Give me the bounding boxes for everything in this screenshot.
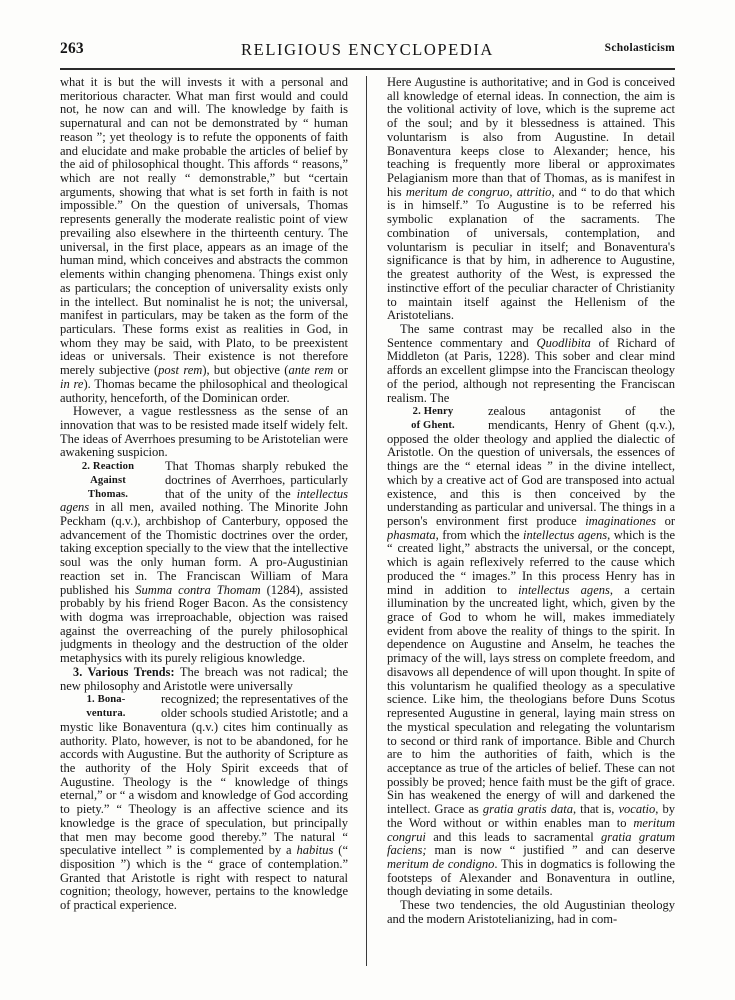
paragraph: These two tendencies, the old Augustinian theology and the modern Aristotelianizing, had in com- [387, 898, 675, 926]
latin-term: habitus [296, 843, 334, 858]
paragraph: Here Augustine is authoritative; and in God is conceived all knowledge of eternal ideas. In connection, the aim is the volitional activity of love, which is the supreme act of the soul; and by it blessedness is attained. This voluntarism is also from Augustine. In detail Bonaventura keeps close to Alexander; hence, his teaching is frequently more liberal or approximates Pelagianism more than that of Thomas, as is manifest in his meritum de congruo, attritio, and “ to do that which is in himself.” To Augustine is to be referred his symbolic explanation of the sacraments. The combination of universals, contemplation, and voluntarism is peculiar in itself; and Bonaventura's significance is that by him, in adherence to Augustine, the greatest authority of the West, is expressed the instinctive effort of the peculiar character of Christianity to maintain itself against the Hellenism of the Aristotelians. [387, 76, 675, 323]
sidenote-line: Thomas. [87, 488, 129, 500]
running-title: RELIGIOUS ENCYCLOPEDIA [241, 40, 494, 59]
latin-term: phasmata [387, 527, 436, 542]
sidenote-henry-of-ghent [387, 405, 479, 432]
latin-term: ante rem [288, 363, 334, 378]
work-title: Summa contra Thomam [135, 582, 261, 597]
page-folio-number: 263 [60, 40, 84, 57]
paragraph: 3. Various Trends: The breach was not radical; the new philosophy and Aristotle were universally [60, 664, 348, 693]
sidenote-line: 2. Reaction [81, 461, 135, 473]
sidenote-line: 1. Bona- [86, 694, 126, 706]
latin-term: intellectus agens [60, 486, 348, 515]
latin-term: gratia gratis data [482, 802, 573, 817]
running-head [60, 40, 675, 60]
latin-term: intellectus agens [523, 527, 608, 542]
sidenote-line: of Ghent. [411, 419, 455, 431]
work-title: Quodlibita [536, 335, 591, 350]
sidenote-line: 2. Henry [412, 406, 454, 418]
latin-term: intellectus agens [518, 582, 610, 597]
left-column [60, 76, 348, 971]
paragraph: The same contrast may be recalled also in the Sentence commentary and Quodlibita of Richard of Middleton (at Paris, 1228). This sober and clear mind affords an excellent glimpse into the Franciscan theology of the period, although not representing the Franciscan realism. The [387, 321, 675, 405]
sidenote-line: ventura. [86, 708, 126, 720]
paragraph: However, a vague restlessness as the sense of an innovation that was to be resisted made itself widely felt. The ideas of Averrhoes presuming to be Aristotelian were awakening suspicion. [60, 404, 348, 460]
latin-term: gratia gratum faciens; [387, 829, 675, 858]
latin-term: post rem [158, 363, 203, 378]
latin-term: imaginationes [585, 514, 657, 528]
paragraph: zealous antagonist of the mendicants, Henry of Ghent (q.v.), opposed the older theology and applied the dialectic of Aristotle. On the question of universals, the essences of things are the “ eternal ideas ” in the divine intellect, which by a creative act of God are transposed into actual existence, and this is then conceived by the understanding as particular and universal. The things in a person's environment first produce imaginationes or phasmata, from which the intellectus agens, which is the “ created light,” abstracts the universal, or the concept, which is again reflexively referred to the cause which produced the “ images.” In this process Henry has in mind in addition to intellectus agens, a certain illumination by the uncreated light, which, given by the grace of God to whom he will, makes immediately evident from above the reality of things to the spirit. In dependence on Augustine and Anselm, he teaches the primacy of the will, lays stress on complete freedom, and disavows all dependence of will upon thought. In spite of this voluntarism he qualified theology as a speculative science. Like him, the theologians before Duns Scotus represented Augustine in general, laying main stress on the mystical speculation and relegating the voluntarism to second or third rank of importance. Bible and Church are to him the authorities of faith, which is the acceptance as true of the articles of belief. These can not possibly be proved; hence faith must be the gift of grace. Sin has weakened the energy of will and darkened the intellect. Grace as gratia gratis data, that is, vocatio, by the Word without or within enables man to meritum congrui and this leads to sacramental gratia gratum faciens; man is now “ justified ” and can deserve meritum de condigno. This in dogmatics is following the footsteps of Alexander and Bonaventura in outline, though deviating in some details. [387, 404, 675, 899]
paragraph: recognized; the representatives of the older schools studied Aristotle; and a mystic like Bonaventura (q.v.) cites him continually as authority. Plato, however, is not to be abandoned, for he accords with Augustine. But the authority of Scripture as the authority of the Holy Spirit exceeds that of Augustine. Theology is the “ knowledge of things eternal,” or “ a wisdom and knowledge of God according to piety.” “ Theology is an affective science and its knowledge is the grace of speculation, but principally that men may become good thereby.” The natural “ speculative intellect ” is complemented by a habitus (“ disposition ”) which is the “ grace of contemplation.” Granted that Aristotle is right with respect to natural cognition; theology, however, pertains to the knowledge of practical experience. [60, 692, 348, 913]
sidenote-bonaventura [60, 693, 152, 720]
latin-term: vocatio [618, 802, 656, 817]
header-rule [60, 68, 675, 70]
sidenote-line: Against [90, 474, 126, 486]
column-divider-rule [366, 76, 367, 966]
latin-term: in re [60, 376, 84, 391]
entry-title: Scholasticism [604, 42, 675, 54]
latin-term: meritum congrui [387, 815, 675, 844]
paragraph: what it is but the will invests it with a personal and meritorious character. What man first would and could not, he now can and will. The knowledge by faith is supernatural and can not be demonstrated by “ human reason ”; yet theology is to refute the opponents of faith and elucidate and make probable the articles of belief by the aid of philosophical thought. This affords “ reasons,” which are not really “ demonstrable,” but “certain arguments, showing that what is set forth in faith is not impossible.” On the question of universals, Thomas represents generally the moderate realistic point of view prevailing also elsewhere in the thirteenth century. The universal, in the first place, appears as an image of the human mind, which conceives and abstracts the common elements within changing phenomena. Things exist only as particulars; the conception of universality exists only in the intellect. But nominalist he is not; the universal, manifest in particulars, may be taken as the form of the particulars. These forms exist as realities in God, in whom they may be said, with Plato, to be preexistent ideas or universals. Their existence is not therefore merely subjective (post rem), but objective (ante rem or in re). Thomas became the philosophical and theological authority, henceforth, of the Dominican order. [60, 76, 348, 405]
sidenote-block [60, 460, 348, 666]
latin-term: meritum de condigno [387, 856, 495, 871]
sidenote-block [60, 693, 348, 913]
section-heading-various-trends: 3. Various Trends: [73, 664, 175, 679]
right-column [387, 76, 675, 971]
sidenote-block [387, 405, 675, 899]
paragraph: That Thomas sharply rebuked the doctrines of Averrhoes, particularly that of the unity of the intellectus agens in all men, availed nothing. The Minorite John Peckham (q.v.), archbishop of Canterbury, opposed the advancement of the Thomistic doctrines over the order, taking exception specially to the view that the intellective soul was the only human form. A pro-Augustinian reaction set in. The Franciscan William of Mara published his Summa contra Thomam (1284), assisted probably by his friend Roger Bacon. As the consistency with dogma was irreproachable, objection was raised against the overreaching of the purely philosophical judgments in theology and the destruction of the older metaphysics with its purely religious knowledge. [60, 459, 348, 666]
latin-term: meritum de congruo, attritio, [405, 184, 555, 199]
text-columns [60, 76, 675, 971]
sidenote-reaction-against-thomas [60, 460, 156, 501]
